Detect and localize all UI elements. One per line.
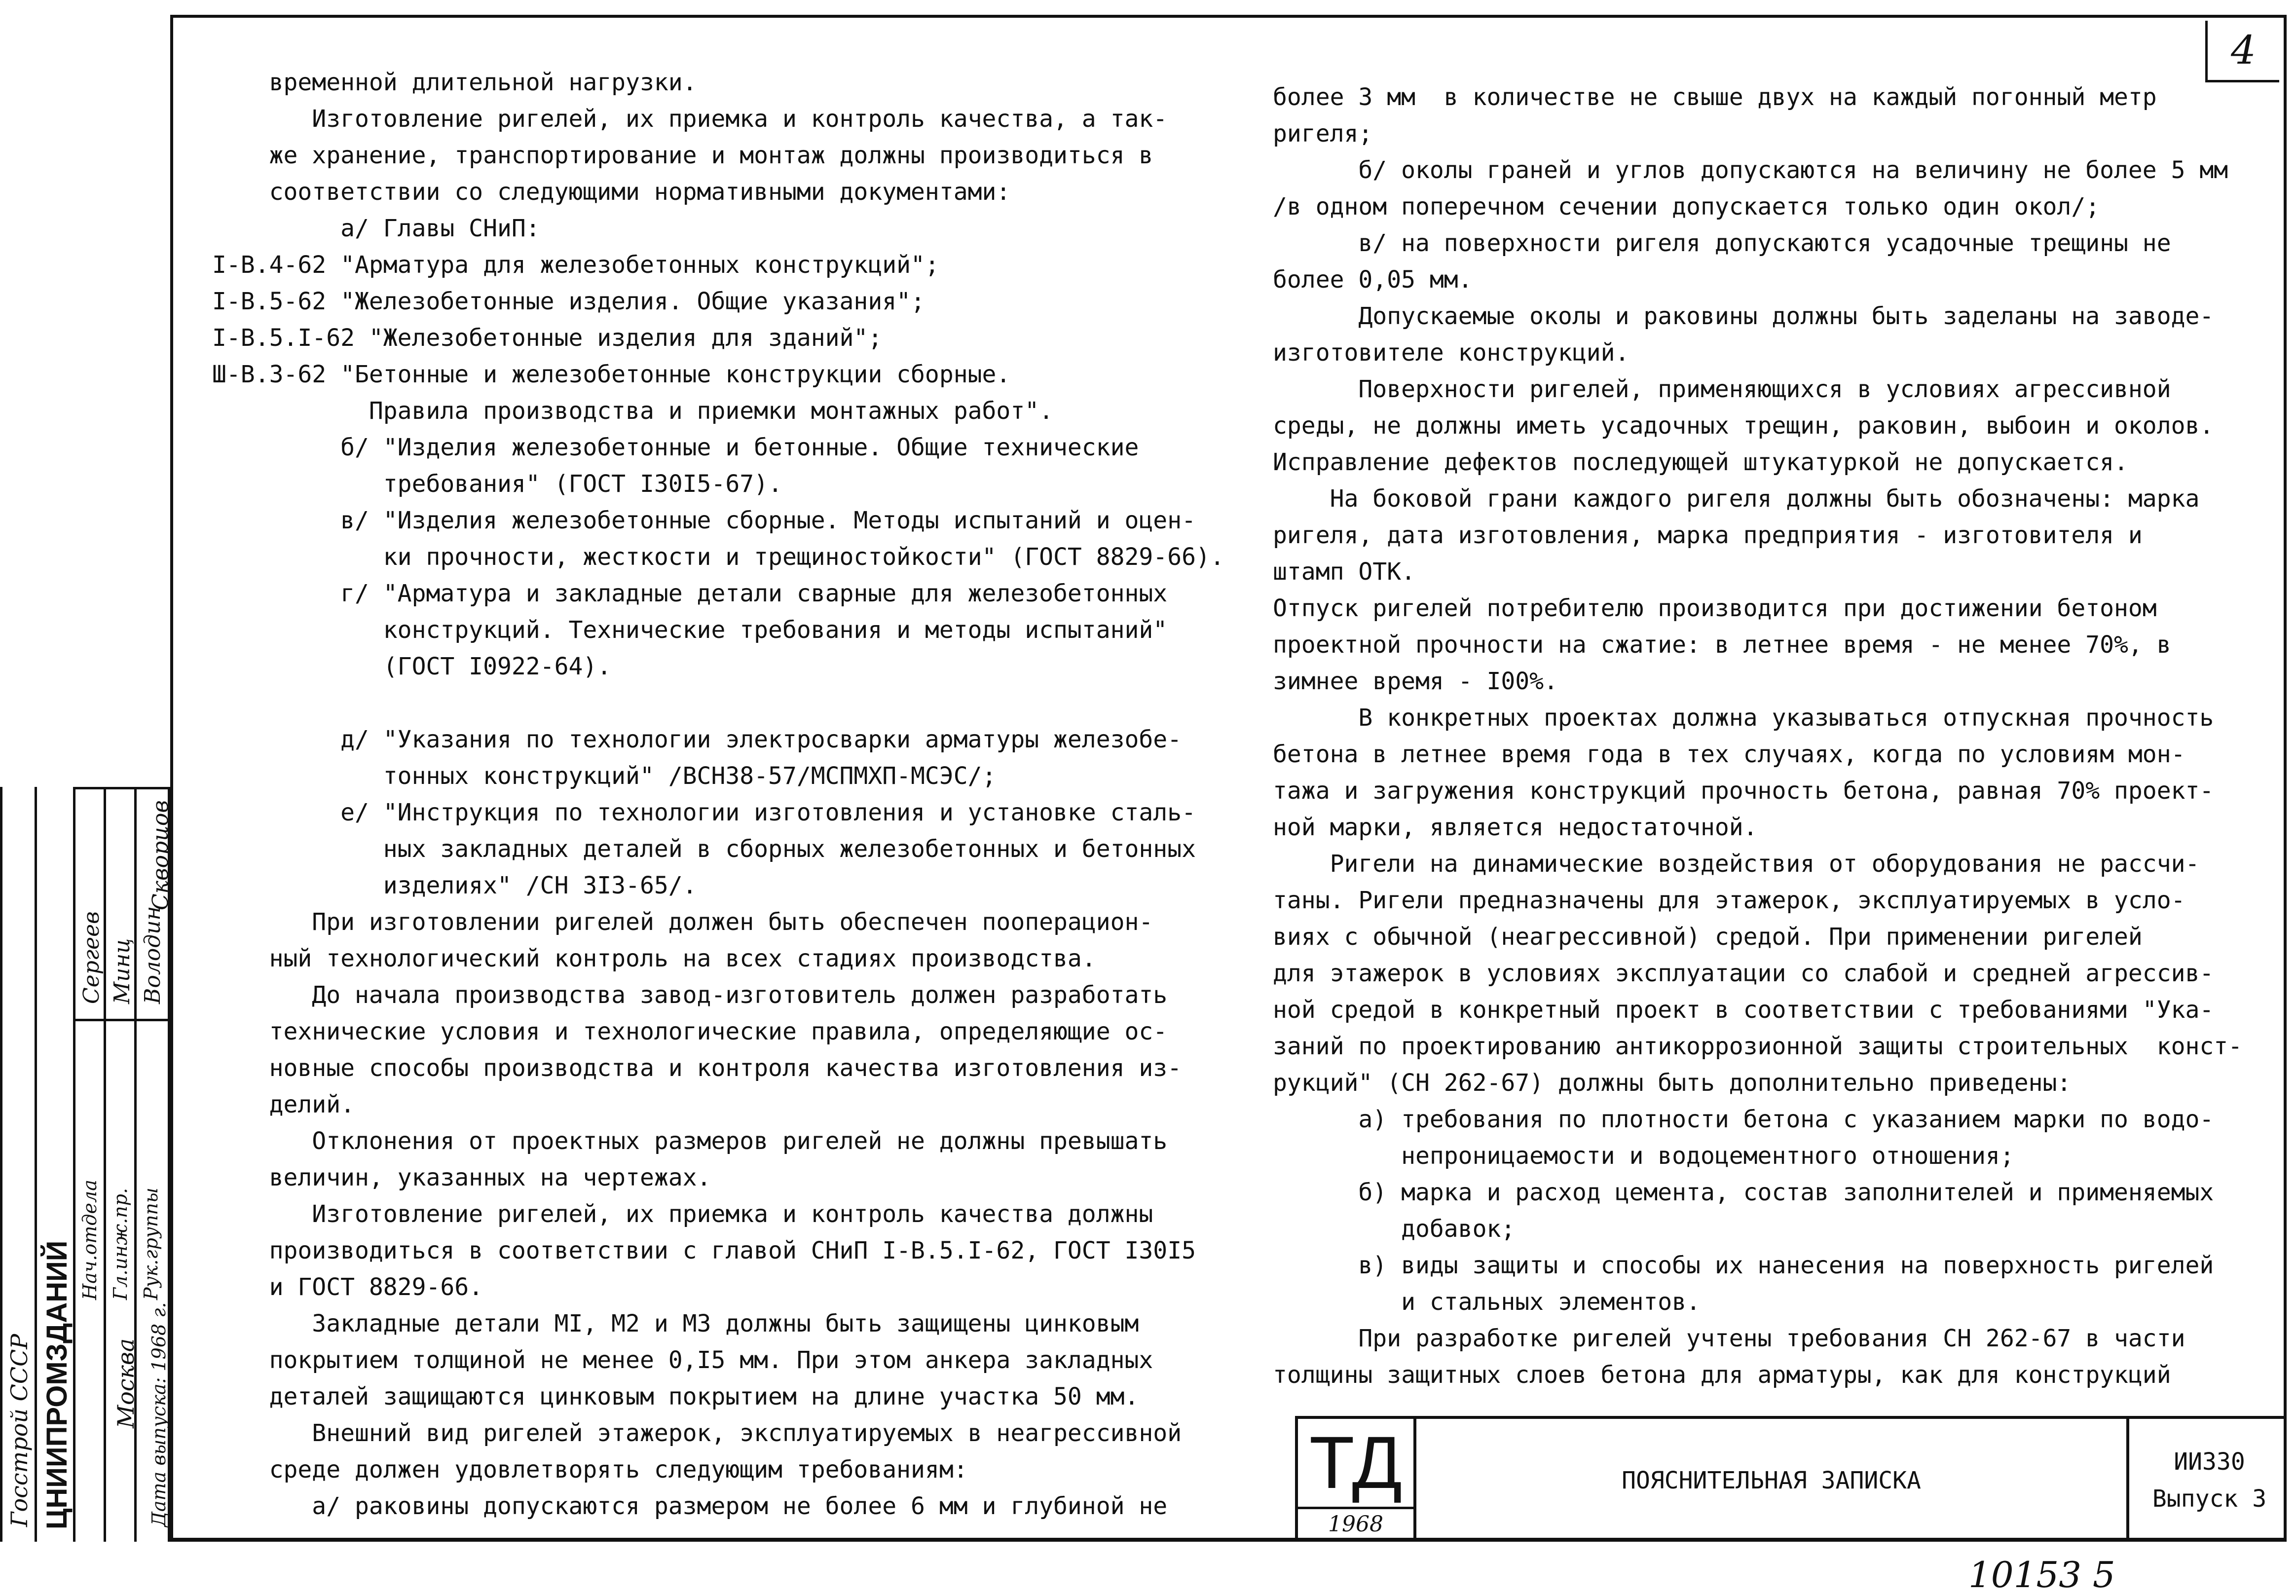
right-line: и стальных элементов. bbox=[1273, 1288, 1701, 1316]
left-line: среде должен удовлетворять следующим требованиям: bbox=[212, 1456, 968, 1484]
left-line: е/ "Инструкция по технологии изготовления и установке сталь- bbox=[212, 799, 1196, 826]
left-line: соответствии со следующими нормативными документами: bbox=[212, 178, 1011, 206]
right-line: изготовителе конструкций. bbox=[1273, 339, 1629, 367]
left-line: I-В.4-62 "Арматура для железобетонных конструкций"; bbox=[212, 251, 939, 279]
right-line: ной марки, является недостаточной. bbox=[1273, 814, 1758, 841]
left-line: д/ "Указания по технологии электросварки арматуры железобе- bbox=[212, 726, 1182, 753]
stamp-role-3: Гл.инж.пр. bbox=[110, 1188, 131, 1300]
right-line: толщины защитных слоев бетона для арматуры, как для конструкций bbox=[1273, 1361, 2171, 1389]
stamp-org1: Госстрой СССР bbox=[6, 1334, 33, 1527]
left-line: тонных конструкций" /ВСН38-57/МСПМХП-МСЭС/; bbox=[212, 762, 997, 790]
left-line: производиться в соответствии с главой СНиП I-В.5.I-62, ГОСТ I30I5 bbox=[212, 1237, 1196, 1264]
approval-stamp bbox=[0, 787, 173, 1542]
right-line: рукций" (СН 262-67) должны быть дополнительно приведены: bbox=[1273, 1069, 2072, 1097]
right-line: На боковой грани каждого ригеля должны быть обозначены: марка bbox=[1273, 485, 2200, 513]
right-line: зимнее время - I00%. bbox=[1273, 668, 1558, 695]
right-line: в) виды защиты и способы их нанесения на поверхность ригелей bbox=[1273, 1252, 2214, 1279]
left-line: величин, указанных на чертежах. bbox=[212, 1164, 711, 1191]
right-line: проектной прочности на сжатие: в летнее время - не менее 70%, в bbox=[1273, 631, 2171, 659]
right-line: /в одном поперечном сечении допускается только один окол/; bbox=[1273, 193, 2100, 221]
left-line: покрытием толщиной не менее 0,I5 мм. При этом анкера закладных bbox=[212, 1346, 1153, 1374]
right-line: таны. Ригели предназначены для этажерок, эксплуатируемых в усло- bbox=[1273, 887, 2185, 914]
right-line: бетона в летнее время года в тех случаях, когда по условиям мон- bbox=[1273, 741, 2185, 768]
left-line: конструкций. Технические требования и методы испытаний" bbox=[212, 616, 1168, 644]
stamp-date: Дата выпуска: 1968 г. bbox=[148, 1302, 170, 1527]
right-line: а) требования по плотности бетона с указанием марки по водо- bbox=[1273, 1106, 2214, 1133]
left-line: I-В.5.I-62 "Железобетонные изделия для зданий"; bbox=[212, 324, 883, 352]
stamp-name-2: Минц bbox=[110, 938, 135, 1004]
right-line: Исправление дефектов последующей штукатуркой не допускается. bbox=[1273, 448, 2128, 476]
left-column bbox=[212, 64, 1224, 1524]
left-line: Ш-В.3-62 "Бетонные и железобетонные конструкции сборные. bbox=[212, 361, 1011, 388]
left-line: Изготовление ригелей, их приемка и контроль качества, а так- bbox=[212, 105, 1168, 133]
left-line: Внешний вид ригелей этажерок, эксплуатируемых в неагрессивной bbox=[212, 1419, 1182, 1447]
left-line: временной длительной нагрузки. bbox=[212, 69, 697, 96]
left-line: I-В.5-62 "Железобетонные изделия. Общие указания"; bbox=[212, 288, 925, 315]
left-line: б/ "Изделия железобетонные и бетонные. Общие технические bbox=[212, 434, 1139, 461]
left-line: До начала производства завод-изготовитель должен разработать bbox=[212, 981, 1168, 1009]
td-logo bbox=[1298, 1419, 1416, 1542]
title-block bbox=[1295, 1416, 2287, 1542]
right-line: тажа и загружения конструкций прочность бетона, равная 70% проект- bbox=[1273, 777, 2214, 805]
left-line: в/ "Изделия железобетонные сборные. Методы испытаний и оцен- bbox=[212, 507, 1196, 534]
left-line: делий. bbox=[212, 1091, 355, 1118]
right-line: среды, не должны иметь усадочных трещин, раковин, выбоин и околов. bbox=[1273, 412, 2214, 440]
page-number: 4 bbox=[2205, 21, 2279, 82]
right-line: Отпуск ригелей потребителю производится при достижении бетоном bbox=[1273, 594, 2157, 622]
left-line: технические условия и технологические правила, определяющие ос- bbox=[212, 1018, 1168, 1045]
right-line: б) марка и расход цемента, состав заполнителей и применяемых bbox=[1273, 1179, 2214, 1206]
left-line: а/ раковины допускаются размером не более 6 мм и глубиной не bbox=[212, 1492, 1168, 1520]
doc-title: ПОЯСНИТЕЛЬНАЯ ЗАПИСКА bbox=[1416, 1419, 2129, 1542]
stamp-role-4: Рук.группы bbox=[140, 1188, 162, 1300]
right-line: более 0,05 мм. bbox=[1273, 266, 1473, 294]
doc-series: ИИ330 bbox=[2174, 1448, 2245, 1476]
left-line: Закладные детали МI, М2 и М3 должны быть защищены цинковым bbox=[212, 1310, 1139, 1337]
left-line: требования" (ГОСТ I30I5-67). bbox=[212, 470, 782, 498]
right-line: для этажерок в условиях эксплуатации со слабой и средней агрессив- bbox=[1273, 960, 2214, 987]
right-line: добавок; bbox=[1273, 1215, 1516, 1243]
stamp-role-2: Нач.отдела bbox=[79, 1180, 101, 1300]
left-line: изделиях" /СН 3I3-65/. bbox=[212, 872, 697, 899]
right-line: При разработке ригелей учтены требования СН 262-67 в части bbox=[1273, 1325, 2185, 1352]
right-line: ной средой в конкретный проект в соответствии с требованиями "Ука- bbox=[1273, 996, 2214, 1024]
logo-text: ТД bbox=[1309, 1421, 1403, 1504]
left-line: ки прочности, жесткости и трещиностойкости" (ГОСТ 8829-66). bbox=[212, 543, 1224, 571]
right-line: штамп ОТК. bbox=[1273, 558, 1415, 586]
right-column bbox=[1273, 79, 2242, 1393]
right-line: ригеля; bbox=[1273, 120, 1373, 148]
stamp-org2: ЦНИИПРОМЗДАНИЙ bbox=[41, 1240, 73, 1529]
right-line: Поверхности ригелей, применяющихся в условиях агрессивной bbox=[1273, 375, 2171, 403]
left-line: Отклонения от проектных размеров ригелей не должны превышать bbox=[212, 1127, 1168, 1155]
left-line: ных закладных деталей в сборных железобетонных и бетонных bbox=[212, 835, 1196, 863]
doc-code bbox=[2129, 1419, 2290, 1542]
stamp-city: Москва bbox=[112, 1338, 139, 1428]
left-line: а/ Главы СНиП: bbox=[212, 215, 540, 242]
right-line: Ригели на динамические воздействия от оборудования не рассчи- bbox=[1273, 850, 2200, 878]
right-line: заний по проектированию антикоррозионной защиты строительных конст- bbox=[1273, 1033, 2243, 1060]
right-line: в/ на поверхности ригеля допускаются усадочные трещины не bbox=[1273, 229, 2171, 257]
footer-number: 10153 5 bbox=[1968, 1554, 2115, 1596]
left-line: ный технологический контроль на всех стадиях производства. bbox=[212, 945, 1096, 972]
doc-issue: Выпуск 3 bbox=[2152, 1485, 2267, 1513]
stamp-name-1: Сергеев bbox=[79, 911, 104, 1004]
left-line: г/ "Арматура и закладные детали сварные для железобетонных bbox=[212, 580, 1168, 607]
right-line: непроницаемости и водоцементного отношения; bbox=[1273, 1142, 2014, 1170]
left-line: новные способы производства и контроля качества изготовления из- bbox=[212, 1054, 1182, 1082]
left-line bbox=[212, 685, 1224, 721]
left-line: (ГОСТ I0922-64). bbox=[212, 653, 612, 680]
right-line: виях с обычной (неагрессивной) средой. При применении ригелей bbox=[1273, 923, 2143, 951]
left-line: деталей защищаются цинковым покрытием на длине участка 50 мм. bbox=[212, 1383, 1139, 1410]
stamp-name-3: Володин bbox=[140, 906, 165, 1004]
right-line: б/ околы граней и углов допускаются на величину не более 5 мм bbox=[1273, 156, 2228, 184]
right-line: Допускаемые околы и раковины должны быть заделаны на заводе- bbox=[1273, 302, 2214, 330]
left-line: и ГОСТ 8829-66. bbox=[212, 1273, 483, 1301]
right-line: ригеля, дата изготовления, марка предприятия - изготовителя и bbox=[1273, 521, 2143, 549]
right-line: В конкретных проектах должна указываться отпускная прочность bbox=[1273, 704, 2214, 732]
left-line: же хранение, транспортирование и монтаж должны производиться в bbox=[212, 142, 1153, 169]
left-line: Правила производства и приемки монтажных работ". bbox=[212, 397, 1054, 425]
left-line: Изготовление ригелей, их приемка и контроль качества должны bbox=[212, 1200, 1153, 1228]
left-line: При изготовлении ригелей должен быть обеспечен пооперацион- bbox=[212, 908, 1153, 936]
stamp-name-4: Скворцов bbox=[148, 800, 173, 910]
logo-year: 1968 bbox=[1328, 1512, 1383, 1537]
right-line: более 3 мм в количестве не свыше двух на каждый погонный метр bbox=[1273, 83, 2157, 111]
